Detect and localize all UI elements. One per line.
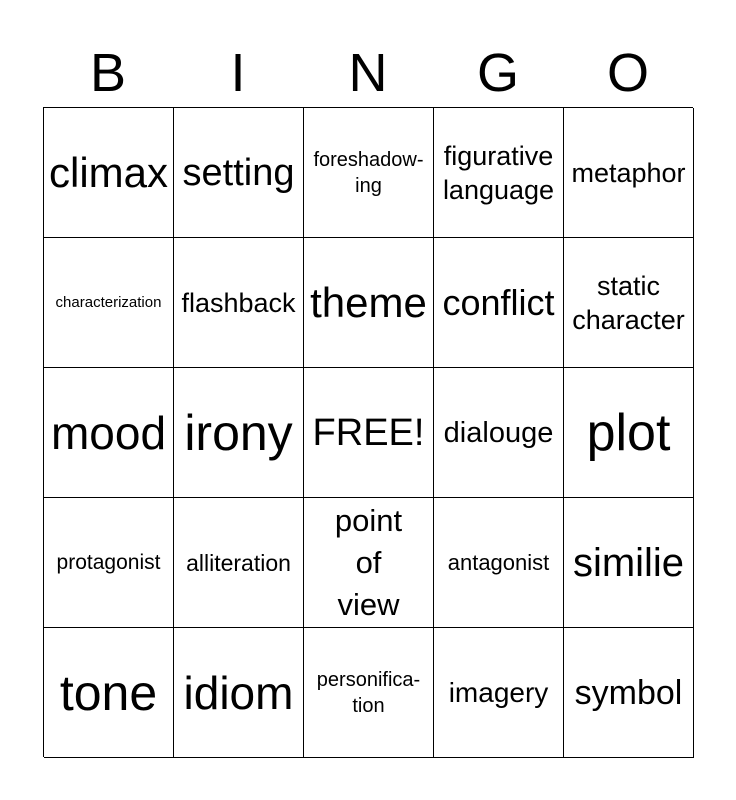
cell-text: characterization [55,293,162,311]
cell-text: climax [48,148,168,196]
cell-text: protagonist [56,550,161,574]
bingo-cell[interactable] [174,498,304,628]
bingo-header [43,40,693,106]
bingo-cell[interactable] [44,628,174,758]
header-letter-i: I [230,43,246,103]
bingo-cell[interactable] [564,498,694,628]
bingo-cell[interactable] [434,368,564,498]
cell-text: alliteration [186,549,291,576]
cell-text: symbol [574,673,683,712]
bingo-board [43,107,693,757]
cell-text: foreshadow- ing [313,148,424,197]
bingo-cell[interactable] [44,368,174,498]
cell-text: setting [182,151,295,194]
header-letter-n: N [348,43,388,103]
cell-text: imagery [448,676,549,708]
bingo-cell[interactable] [564,108,694,238]
cell-text: dialouge [443,416,554,449]
bingo-cell[interactable] [564,238,694,368]
cell-text: FREE! [312,411,425,454]
cell-text: point of view [334,502,403,622]
cell-text: irony [184,404,293,461]
bingo-cell[interactable] [434,108,564,238]
bingo-cell[interactable] [434,628,564,758]
cell-text: idiom [183,666,294,719]
bingo-cell[interactable] [564,368,694,498]
bingo-cell[interactable] [44,498,174,628]
cell-text: conflict [442,281,555,323]
free-space[interactable] [304,368,434,498]
bingo-cell[interactable] [434,238,564,368]
bingo-cell[interactable] [304,498,434,628]
bingo-cell[interactable] [174,628,304,758]
cell-text: personifica- tion [316,668,421,717]
bingo-cell[interactable] [304,108,434,238]
cell-text: mood [50,406,167,459]
cell-text: similie [572,540,685,585]
cell-text: static character [572,270,685,335]
cell-text: flashback [181,287,296,318]
header-letter-o: O [606,43,649,103]
bingo-cell[interactable] [304,238,434,368]
bingo-cell[interactable] [44,108,174,238]
bingo-cell[interactable] [434,498,564,628]
bingo-cell[interactable] [174,238,304,368]
bingo-cell[interactable] [304,628,434,758]
cell-text: tone [59,664,158,721]
bingo-cell[interactable] [44,238,174,368]
bingo-cell[interactable] [174,368,304,498]
cell-text: antagonist [447,549,550,575]
cell-text: plot [586,403,671,462]
header-letter-g: G [476,43,519,103]
cell-text: figurative language [442,140,555,205]
cell-text: theme [310,278,427,326]
header-letter-b: B [89,43,127,103]
bingo-cell[interactable] [564,628,694,758]
cell-text: metaphor [571,157,686,188]
bingo-cell[interactable] [174,108,304,238]
